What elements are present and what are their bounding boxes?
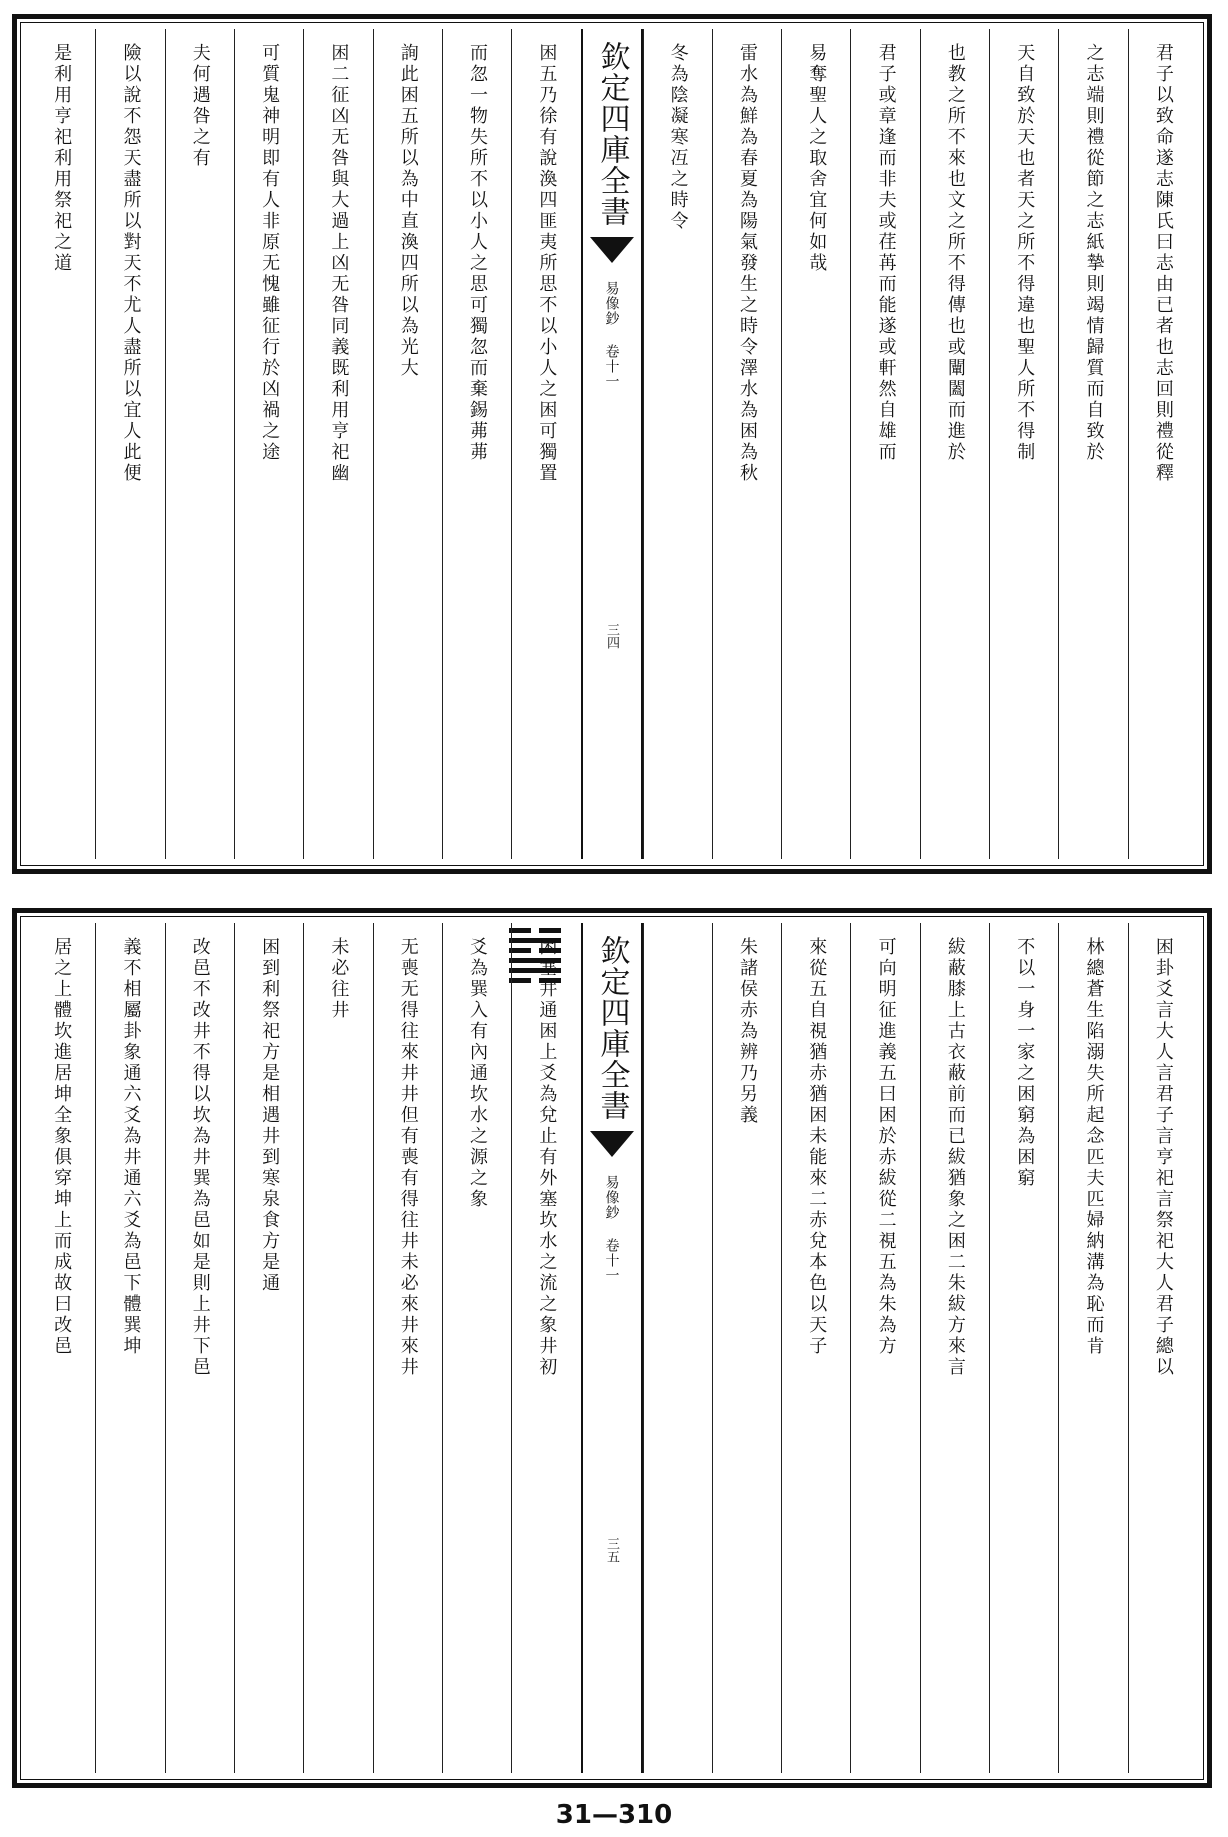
text-column: 困塞井通困上爻為兌止有外塞坎水之流之象井初 xyxy=(511,923,580,1773)
fold-center-strip xyxy=(581,29,643,859)
fold-book-title: 易像鈔 xyxy=(603,281,620,326)
text-column: 雷水為鮮為春夏為陽氣發生之時令澤水為困為秋 xyxy=(712,29,781,859)
text-column: 君子以致命遂志陳氏曰志由已者也志回則禮從釋 xyxy=(1128,29,1197,859)
text-column: 困二征凶无咎與大過上凶无咎同義既利用亨祀幽 xyxy=(303,29,372,859)
text-column: 夫何遇咎之有 xyxy=(165,29,234,859)
bottom-column-area xyxy=(27,923,1197,1773)
fish-tail-mark xyxy=(590,1131,634,1157)
text-column: 君子或章逢而非夫或荏苒而能遂或軒然自雄而 xyxy=(850,29,919,859)
fold-volume: 卷十一 xyxy=(603,344,620,389)
text-column: 險以說不怨天盡所以對天不尤人盡所以宜人此便 xyxy=(95,29,164,859)
text-column: 改邑不改井不得以坎為井巽為邑如是則上井下邑 xyxy=(165,923,234,1773)
text-column: 困到利祭祀方是相遇井到寒泉食方是通 xyxy=(234,923,303,1773)
fold-book-title: 易像鈔 xyxy=(603,1175,620,1220)
fold-title: 欽定四庫全書 xyxy=(594,41,630,227)
text-column: 困卦爻言大人言君子言亨祀言祭祀大人君子總以 xyxy=(1128,923,1197,1773)
text-column: 來從五自視猶赤猶困未能來二赤兌本色以天子 xyxy=(781,923,850,1773)
text-column: 是利用亨祀利用祭祀之道 xyxy=(51,43,73,274)
text-column: 而忽一物失所不以小人之思可獨忽而棄錫茀茀 xyxy=(442,29,511,859)
fold-volume: 卷十一 xyxy=(603,1238,620,1283)
text-column: 紱蔽膝上古衣蔽前而已紱猶象之困二朱紱方來言 xyxy=(920,923,989,1773)
text-column: 朱諸侯赤為辨乃另義 xyxy=(712,923,781,1773)
fold-folio-number: 三四 xyxy=(604,623,619,649)
text-column: 可向明征進義五曰困於赤紱從二視五為朱為方 xyxy=(850,923,919,1773)
text-column: 易奪聖人之取舍宜何如哉 xyxy=(781,29,850,859)
blank-column xyxy=(643,923,712,1773)
text-column: 困五乃徐有說渙四匪夷所思不以小人之困可獨置 xyxy=(511,29,580,859)
text-column: 義不相屬卦象通六爻為井通六爻為邑下體巽坤 xyxy=(95,923,164,1773)
page-number: 31—310 xyxy=(555,1800,673,1830)
text-column: 可質鬼神明即有人非原无愧雖征行於凶禍之途 xyxy=(234,29,303,859)
text-column: 未必往井 xyxy=(303,923,372,1773)
text-column: 詢此困五所以為中直渙四所以為光大 xyxy=(373,29,442,859)
fold-title: 欽定四庫全書 xyxy=(594,935,630,1121)
text-column: 冬為陰凝寒冱之時令 xyxy=(643,29,712,859)
text-column: 无喪无得往來井井但有喪有得往井未必來井來井 xyxy=(373,923,442,1773)
text-column: 天自致於天也者天之所不得違也聖人所不得制 xyxy=(989,29,1058,859)
fold-center-strip xyxy=(581,923,643,1773)
fish-tail-mark xyxy=(590,237,634,263)
text-column: 也教之所不來也文之所不得傳也或闡闔而進於 xyxy=(920,29,989,859)
top-column-area xyxy=(27,29,1197,859)
text-column: 不以一身一家之困窮為困窮 xyxy=(989,923,1058,1773)
text-column: 居之上體坎進居坤全象俱穿坤上而成故曰改邑 xyxy=(51,937,73,1357)
text-column: 爻為巽入有內通坎水之源之象 xyxy=(442,923,511,1773)
fold-folio-number: 三五 xyxy=(604,1537,619,1563)
text-column: 之志端則禮從節之志紙摯則竭情歸質而自致於 xyxy=(1058,29,1127,859)
bottom-page-half xyxy=(12,908,1212,1788)
top-page-half xyxy=(12,14,1212,874)
text-column: 林總蒼生陷溺失所起念匹夫匹婦納溝為恥而肯 xyxy=(1058,923,1127,1773)
